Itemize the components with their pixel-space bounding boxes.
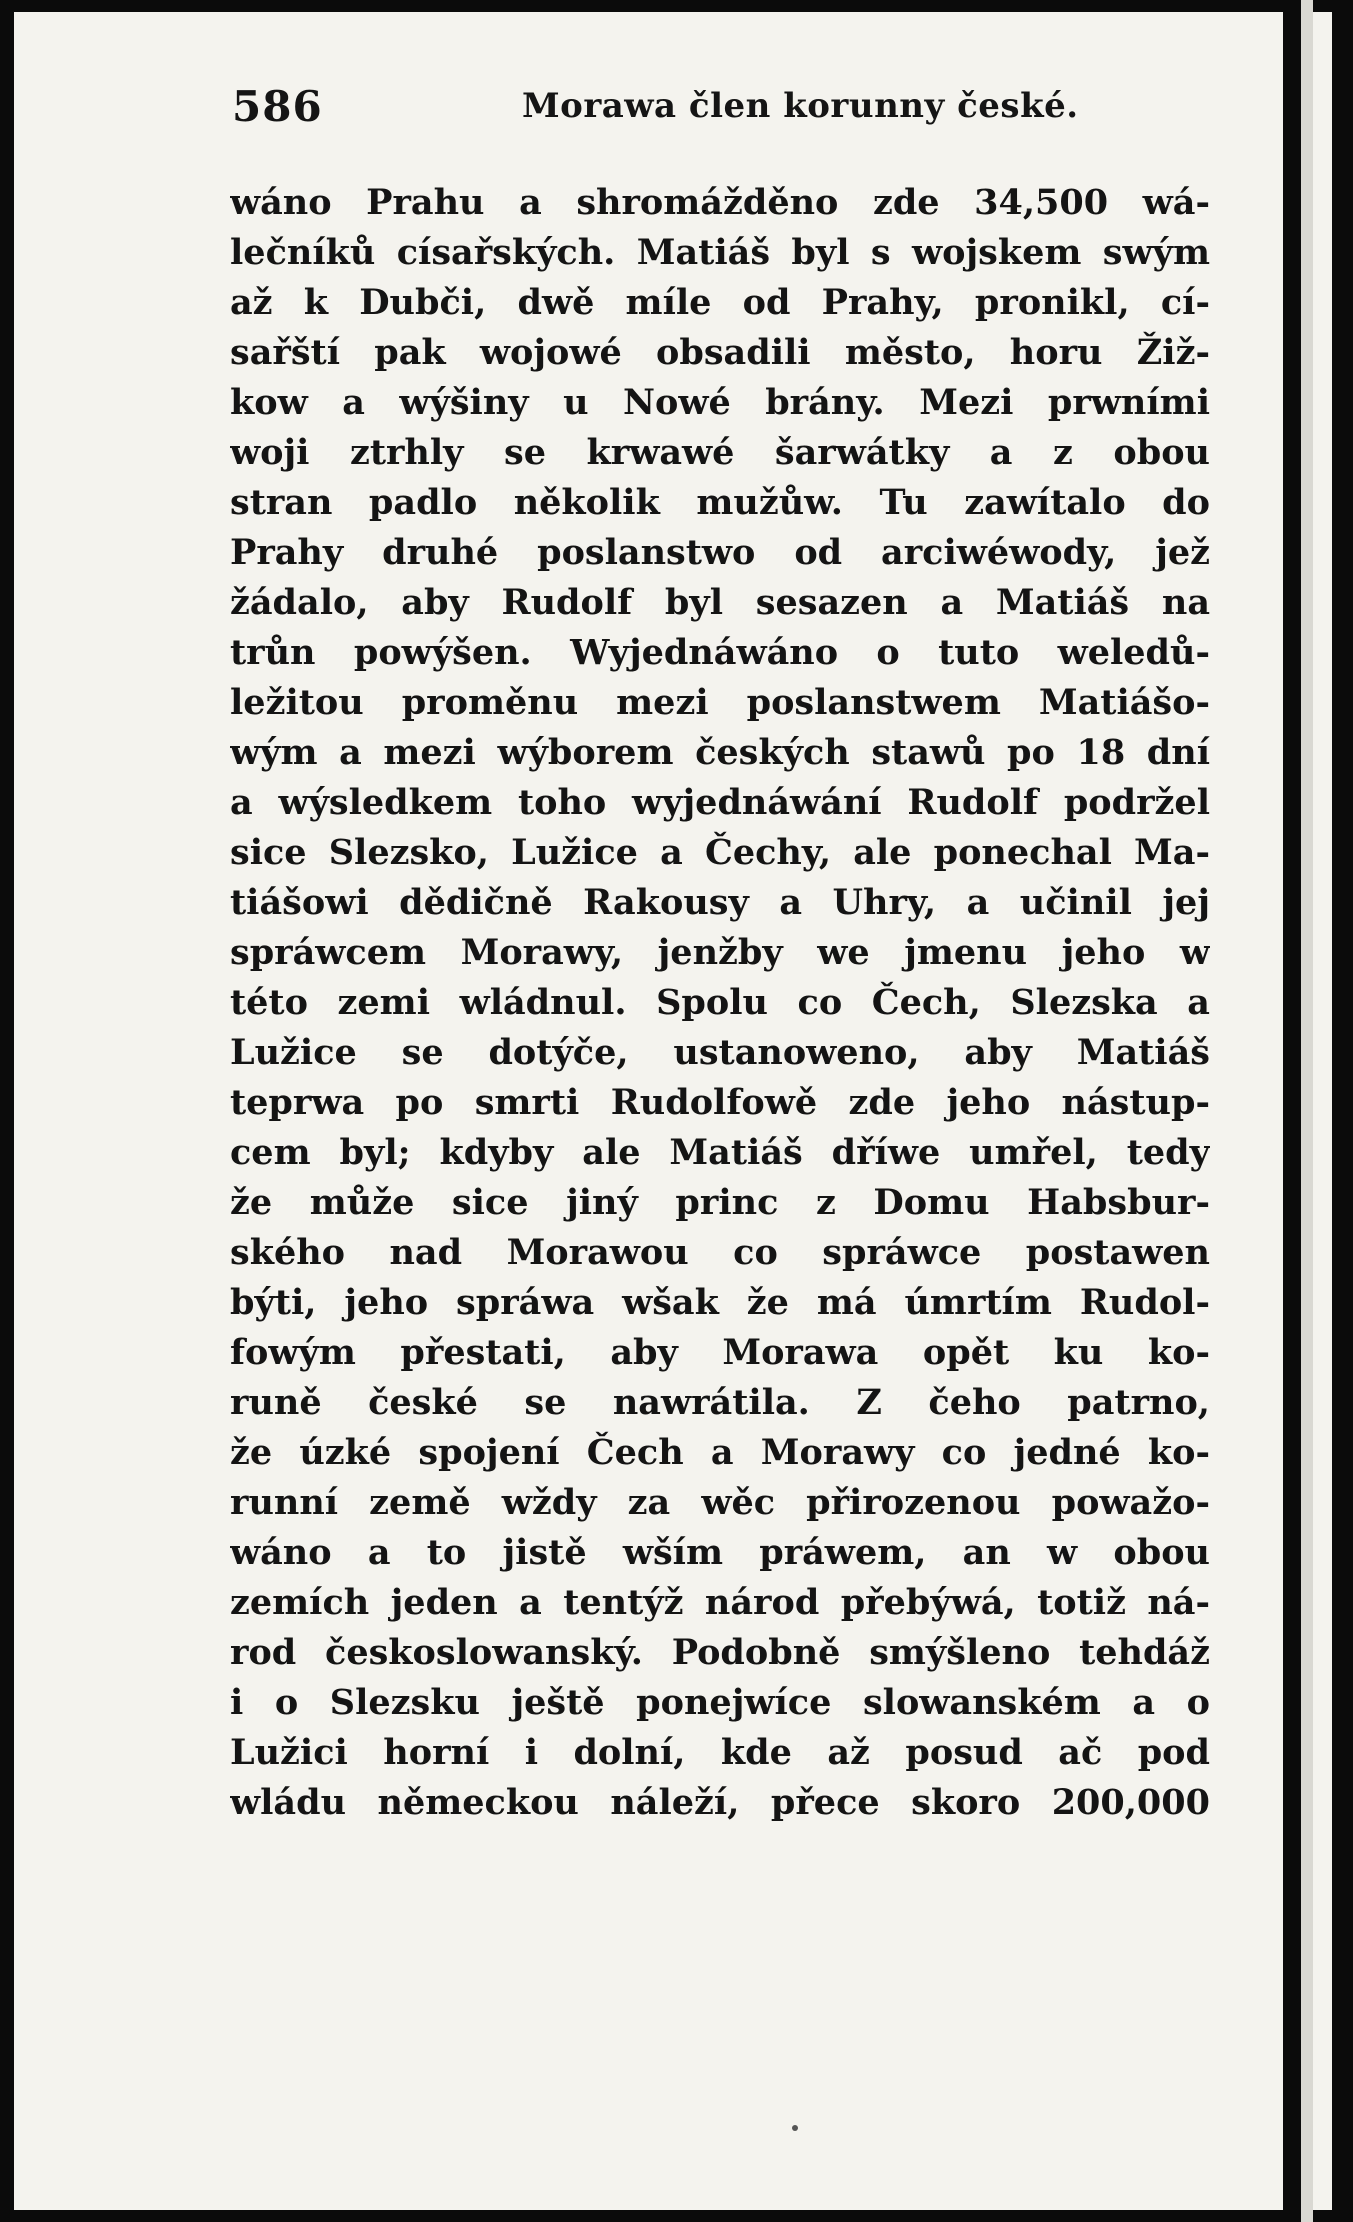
text-line: tiášowi dědičně Rakousy a Uhry, a učinil jej bbox=[230, 882, 1210, 923]
text-line: že úzké spojení Čech a Morawy co jedné ko- bbox=[230, 1432, 1210, 1473]
text-line: ležitou proměnu mezi poslanstwem Matiášo- bbox=[230, 682, 1210, 723]
text-line: sařští pak wojowé obsadili město, horu Žiž- bbox=[230, 332, 1210, 373]
text-line: wáno a to jistě wším práwem, an w obou bbox=[230, 1532, 1210, 1573]
text-line: spráwcem Morawy, jenžby we jmenu jeho w bbox=[230, 932, 1210, 973]
text-line: ského nad Morawou co spráwce postawen bbox=[230, 1232, 1210, 1273]
text-line: cem byl; kdyby ale Matiáš dříwe umřel, tedy bbox=[230, 1132, 1210, 1173]
text-line: runě české se nawrátila. Z čeho patrno, bbox=[230, 1382, 1210, 1423]
text-line: lečníků císařských. Matiáš byl s wojskem swým bbox=[230, 232, 1210, 273]
page-number: 586 bbox=[232, 82, 323, 131]
text-line: teprwa po smrti Rudolfowě zde jeho nástup- bbox=[230, 1082, 1210, 1123]
text-line: že může sice jiný princ z Domu Habsbur- bbox=[230, 1182, 1210, 1223]
running-title: Morawa člen korunny české. bbox=[522, 86, 1079, 126]
text-line: a wýsledkem toho wyjednáwání Rudolf podržel bbox=[230, 782, 1210, 823]
binding-shadow bbox=[1283, 0, 1301, 2222]
text-line: žádalo, aby Rudolf byl sesazen a Matiáš na bbox=[230, 582, 1210, 623]
text-line: Lužice se dotýče, ustanoweno, aby Matiáš bbox=[230, 1032, 1210, 1073]
text-line: stran padlo několik mužůw. Tu zawítalo do bbox=[230, 482, 1210, 523]
text-line: fowým přestati, aby Morawa opět ku ko- bbox=[230, 1332, 1210, 1373]
text-line: býti, jeho spráwa wšak že má úmrtím Rudol- bbox=[230, 1282, 1210, 1323]
text-line: trůn powýšen. Wyjednáwáno o tuto weledů- bbox=[230, 632, 1210, 673]
text-line: této zemi wládnul. Spolu co Čech, Slezska a bbox=[230, 982, 1210, 1023]
text-line: wáno Prahu a shromážděno zde 34,500 wá- bbox=[230, 182, 1210, 223]
text-line: kow a wýšiny u Nowé brány. Mezi prwními bbox=[230, 382, 1210, 423]
page-header bbox=[220, 82, 1220, 142]
text-line: zemích jeden a tentýž národ přebýwá, totiž ná- bbox=[230, 1582, 1210, 1623]
text-line: wým a mezi wýborem českých stawů po 18 dní bbox=[230, 732, 1210, 773]
text-line: až k Dubči, dwě míle od Prahy, pronikl, cí- bbox=[230, 282, 1210, 323]
text-line: Prahy druhé poslanstwo od arciwéwody, jež bbox=[230, 532, 1210, 573]
page-edge bbox=[1301, 0, 1313, 2222]
text-line: rod českoslowanský. Podobně smýšleno tehdáž bbox=[230, 1632, 1210, 1673]
print-speck bbox=[792, 2125, 798, 2131]
text-line: Lužici horní i dolní, kde až posud ač pod bbox=[230, 1732, 1210, 1773]
text-line: wládu německou náleží, přece skoro 200,000 bbox=[230, 1782, 1210, 1823]
text-line: sice Slezsko, Lužice a Čechy, ale ponechal Ma- bbox=[230, 832, 1210, 873]
body-text bbox=[230, 178, 1210, 1828]
text-line: woji ztrhly se krwawé šarwátky a z obou bbox=[230, 432, 1210, 473]
text-line: i o Slezsku ještě ponejwíce slowanském a o bbox=[230, 1682, 1210, 1723]
text-line: runní země wždy za wěc přirozenou powažo- bbox=[230, 1482, 1210, 1523]
